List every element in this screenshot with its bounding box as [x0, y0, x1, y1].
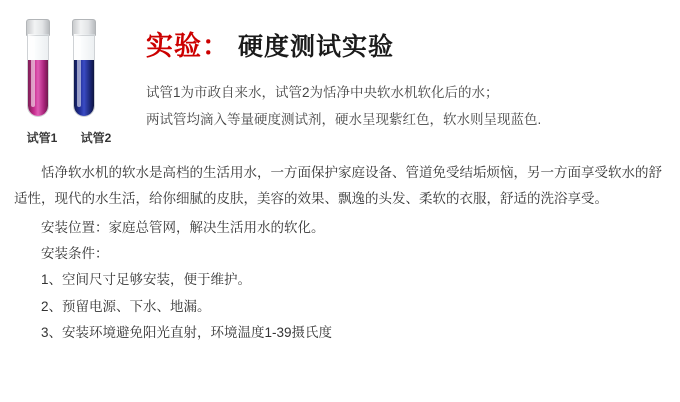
install-condition-item-1: 1、空间尺寸足够安装，便于维护。	[41, 272, 252, 288]
test-tubes-row	[18, 14, 130, 119]
install-condition-item-2: 2、预留电源、下水、地漏。	[41, 298, 211, 314]
test-tube-2-icon	[70, 19, 98, 119]
test-tube-2-label: 试管2	[80, 131, 112, 145]
experiment-desc-line-1: 试管1为市政自来水，试管2为恬净中央软水机软化后的水；	[146, 85, 499, 100]
test-tube-1-icon	[24, 19, 52, 119]
tube-highlight	[77, 37, 81, 107]
install-conditions-title: 安装条件：	[41, 245, 109, 261]
experiment-title	[146, 24, 680, 63]
install-position-line: 安装位置：家庭总管网，解决生活用水的软化。	[41, 219, 325, 235]
tube-highlight	[31, 37, 35, 107]
experiment-description	[146, 79, 680, 133]
product-description-body	[0, 146, 680, 346]
experiment-header	[0, 0, 680, 146]
experiment-text-block	[130, 14, 680, 133]
test-tubes-figure	[0, 14, 130, 146]
experiment-title-name: 硬度测试实验	[238, 33, 395, 61]
experiment-title-label: 实验：	[146, 31, 230, 61]
benefits-paragraph: 恬净软水机的软水是高档的生活用水，一方面保护家庭设备、管道免受结垢烦恼，另一方面享受软水的舒适性，现代的水生活，给你细腻的皮肤，美容的效果、飘逸的头发、柔软的衣服，舒适的洗浴享受。	[14, 165, 662, 207]
experiment-desc-line-2: 两试管均滴入等量硬度测试剂，硬水呈现紫红色，软水则呈现蓝色.	[146, 112, 542, 127]
install-condition-item-3: 3、安装环境避免阳光直射，环境温度1-39摄氏度	[41, 324, 333, 340]
test-tube-1-label: 试管1	[26, 131, 58, 145]
test-tube-labels	[18, 129, 130, 146]
